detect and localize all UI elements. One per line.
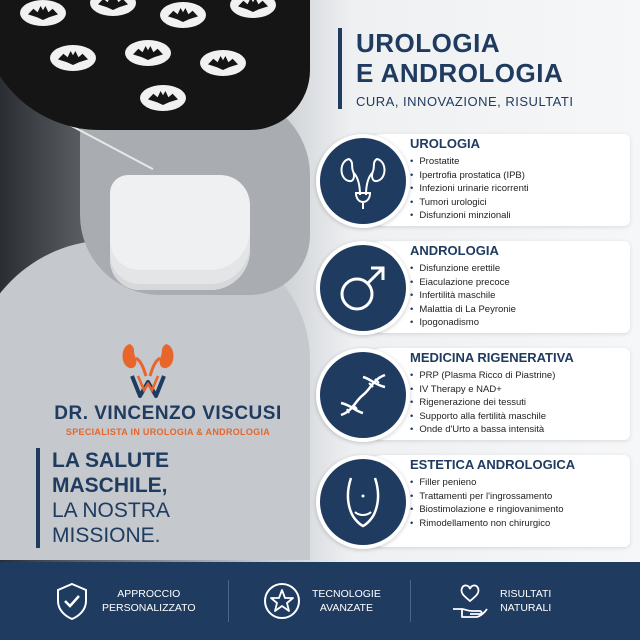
service-card-medicina-rigenerativa <box>300 344 632 444</box>
service-list <box>410 476 564 530</box>
kidneys-logo-icon <box>118 340 178 398</box>
list-item: • Tumori urologici <box>410 196 529 210</box>
service-card-estetica-andrologica <box>300 451 632 551</box>
service-title: ANDROLOGIA <box>410 243 499 258</box>
service-list <box>410 155 529 223</box>
feature-label-line: PERSONALIZZATO <box>102 602 196 614</box>
service-list <box>410 262 516 330</box>
service-icon-badge <box>316 241 410 335</box>
list-item: • Disfunzioni minzionali <box>410 209 529 223</box>
list-item: • Infezioni urinarie ricorrenti <box>410 182 529 196</box>
star-badge-icon <box>262 581 302 621</box>
page-title-line2: E ANDROLOGIA <box>356 58 564 88</box>
slogan-line: LA SALUTE <box>52 449 170 472</box>
list-item: • Disfunzione erettile <box>410 262 516 276</box>
slogan-line: MASCHILE, <box>52 474 168 497</box>
slogan-line: LA NOSTRA <box>52 499 170 522</box>
service-icon-badge <box>316 455 410 549</box>
service-title: UROLOGIA <box>410 136 481 151</box>
doctor-name: DR. VINCENZO VISCUSI <box>54 403 282 424</box>
list-item: • Infertilità maschile <box>410 289 516 303</box>
list-item: • IV Therapy e NAD+ <box>410 383 555 397</box>
list-item: • Rigenerazione dei tessuti <box>410 396 555 410</box>
list-item: • Trattamenti per l'ingrossamento <box>410 490 564 504</box>
service-card-urologia <box>300 130 632 230</box>
service-icon-badge <box>316 134 410 228</box>
surgical-cap <box>0 0 310 130</box>
feature-label <box>500 587 551 615</box>
bat-pattern-icon <box>160 2 206 28</box>
bat-pattern-icon <box>90 0 136 16</box>
kidneys-icon <box>333 151 393 211</box>
feature-risultati-naturali <box>450 562 551 640</box>
feature-approccio-personalizzato <box>52 562 196 640</box>
service-icon-badge <box>316 348 410 442</box>
bat-pattern-icon <box>200 50 246 76</box>
heart-hand-icon <box>450 581 490 621</box>
bat-pattern-icon <box>125 40 171 66</box>
shield-check-icon <box>52 581 92 621</box>
bat-pattern-icon <box>230 0 276 18</box>
list-item: • PRP (Plasma Ricco di Piastrine) <box>410 369 555 383</box>
list-item: • Ipogonadismo <box>410 316 516 330</box>
service-title: ESTETICA ANDROLOGICA <box>410 457 576 472</box>
feature-tecnologie-avanzate <box>262 562 381 640</box>
list-item: • Prostatite <box>410 155 529 169</box>
list-item: • Biostimolazione e ringiovanimento <box>410 503 564 517</box>
service-card-andrologia <box>300 237 632 337</box>
list-item: • Onde d'Urto a bassa intensità <box>410 423 555 437</box>
features-footer <box>0 562 640 640</box>
list-item: • Ipertrofia prostatica (IPB) <box>410 169 529 183</box>
service-title: MEDICINA RIGENERATIVA <box>410 350 574 365</box>
page-header <box>338 28 573 109</box>
feature-label-line: NATURALI <box>500 602 552 614</box>
brand-logo <box>18 340 318 440</box>
feature-label <box>102 587 196 615</box>
list-item: • Malattia di La Peyronie <box>410 303 516 317</box>
page-subtitle: CURA, INNOVAZIONE, RISULTATI <box>356 94 574 109</box>
list-item: • Rimodellamento non chirurgico <box>410 517 564 531</box>
page-title: UROLOGIA <box>356 28 501 58</box>
service-list <box>410 369 555 437</box>
list-item: • Filler penieno <box>410 476 564 490</box>
list-item: • Eiaculazione precoce <box>410 276 516 290</box>
footer-divider <box>228 580 229 622</box>
doctor-specialty: SPECIALISTA IN UROLOGIA & ANDROLOGIA <box>65 427 271 437</box>
feature-label-line: TECNOLOGIE <box>312 588 381 600</box>
feature-label-line: RISULTATI <box>500 588 552 600</box>
feature-label-line: APPROCCIO <box>117 588 181 600</box>
footer-divider <box>410 580 411 622</box>
slogan-line: MISSIONE. <box>52 524 161 547</box>
feature-label-line: AVANZATE <box>319 602 373 614</box>
male-symbol-icon <box>333 258 393 318</box>
slogan <box>36 448 170 548</box>
surgical-mask <box>110 175 250 290</box>
list-item: • Supporto alla fertilità maschile <box>410 410 555 424</box>
bat-pattern-icon <box>20 0 66 26</box>
dna-icon <box>333 365 393 425</box>
body-silhouette-icon <box>333 472 393 532</box>
feature-label <box>312 587 381 615</box>
bat-pattern-icon <box>140 85 186 111</box>
bat-pattern-icon <box>50 45 96 71</box>
